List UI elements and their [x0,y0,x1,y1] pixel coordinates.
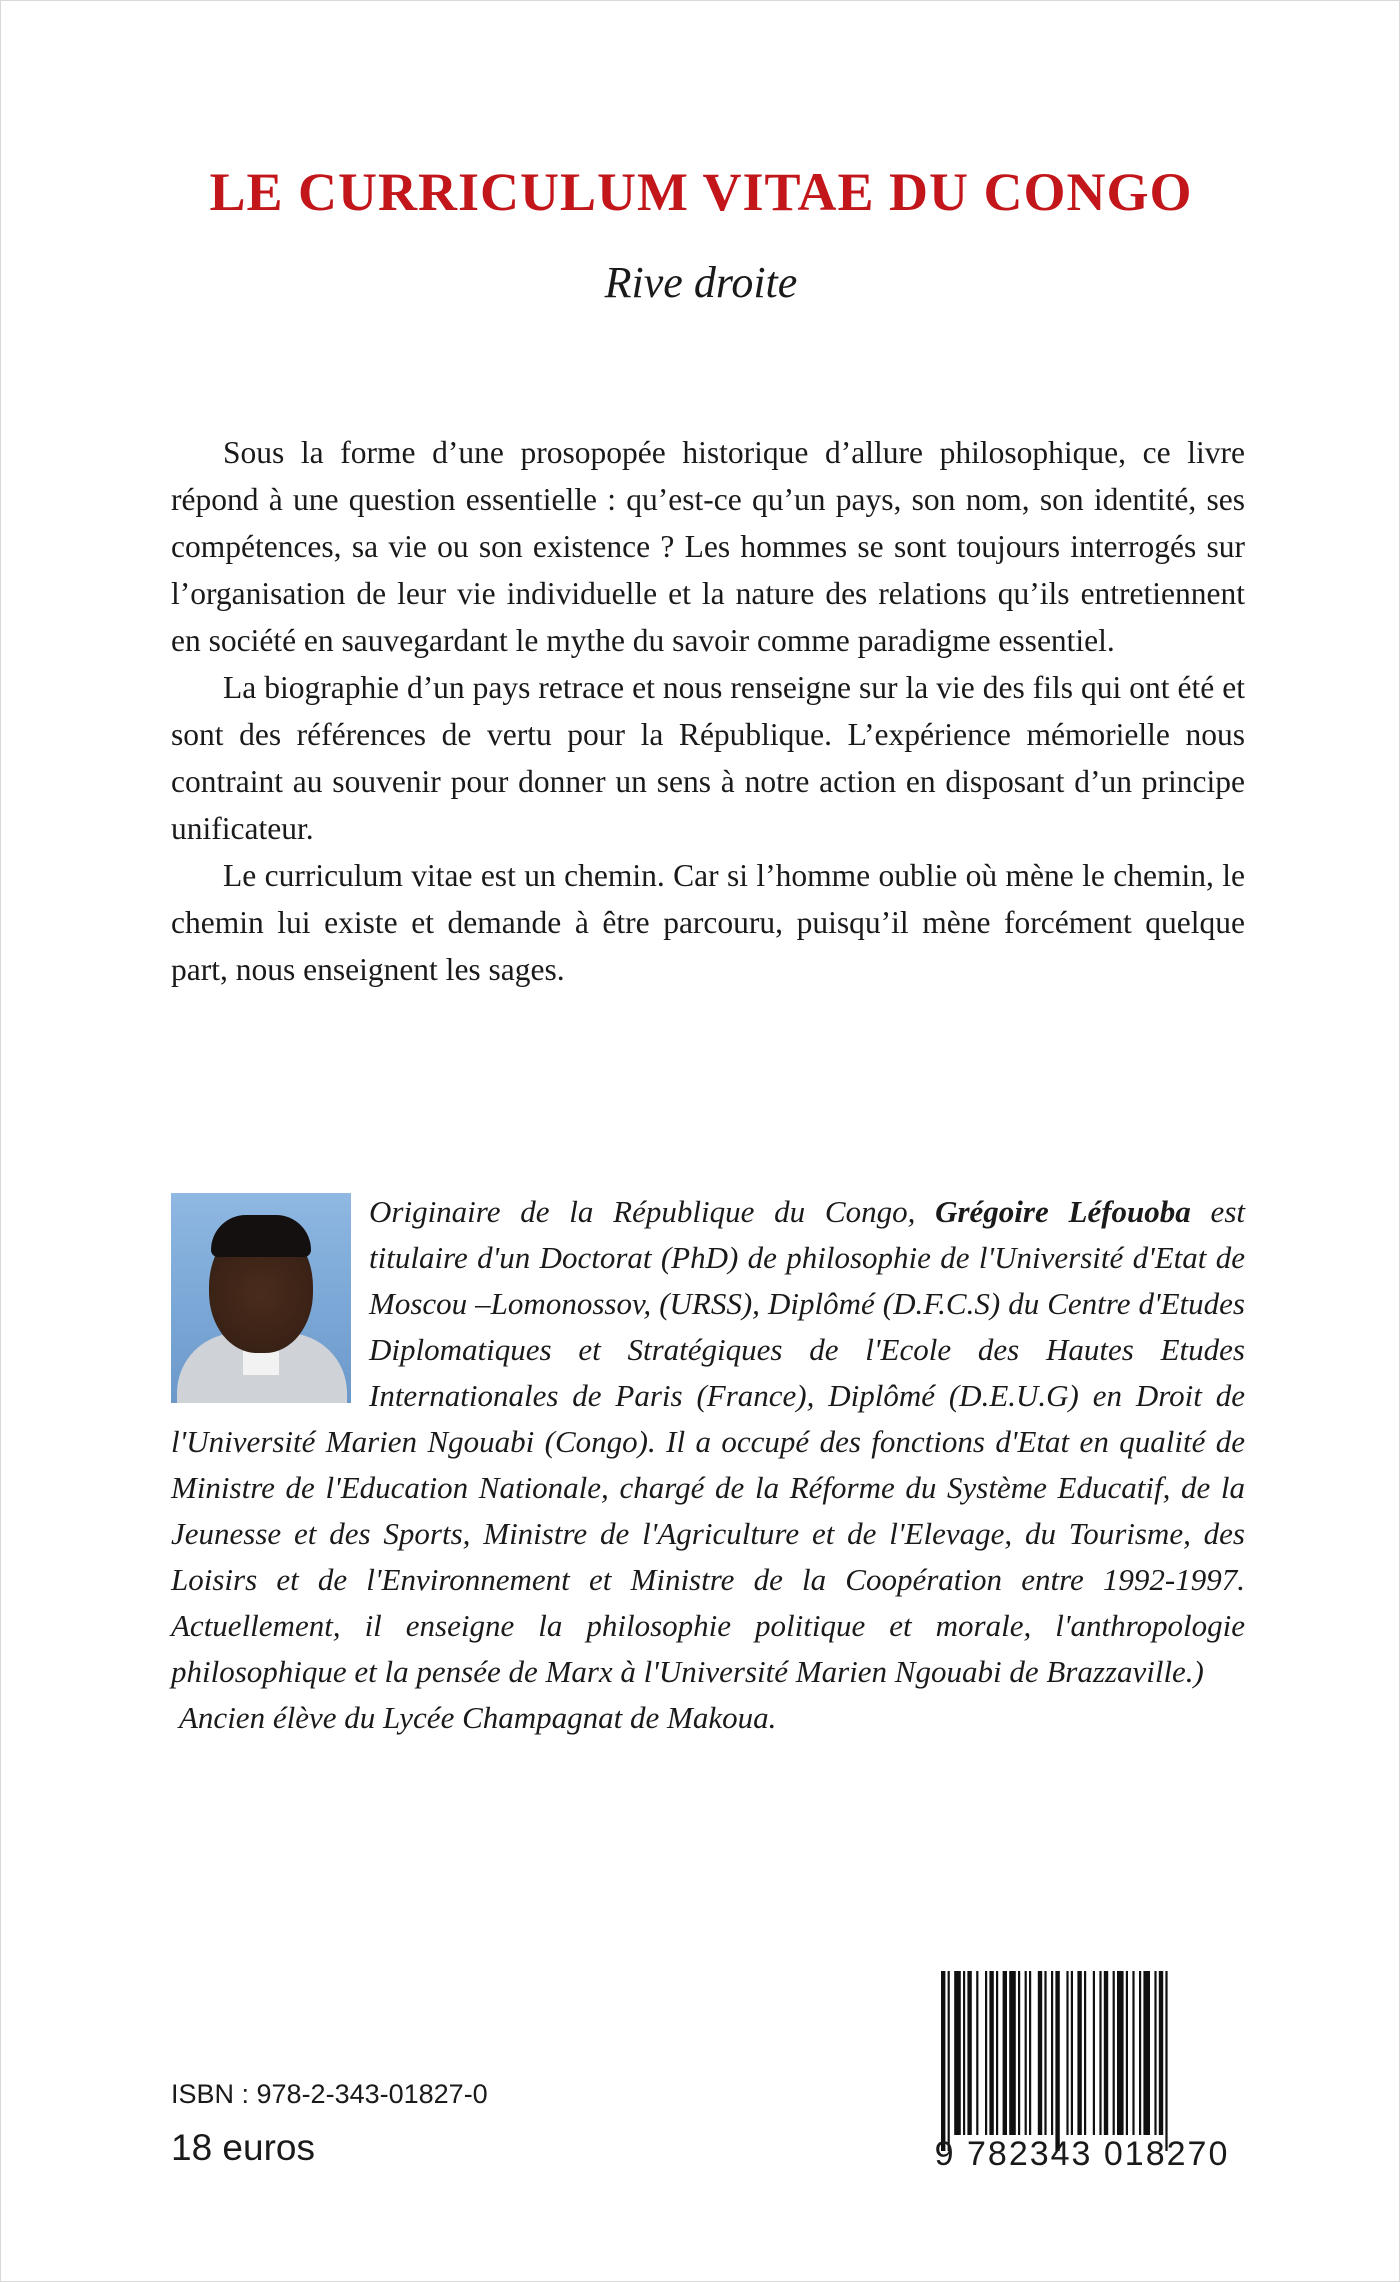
barcode-bar [941,1971,945,2151]
barcode-bar [1009,1971,1016,2135]
barcode-bar [1051,1971,1053,2135]
barcode-bar [1029,1971,1031,2135]
barcode-digits: 9 782343 018270 [934,2135,1230,2173]
barcode-bar [1038,1971,1042,2135]
barcode-bar [989,1971,993,2135]
book-subtitle: Rive droite [604,258,798,307]
bio-body: est titulaire d'un Doctorat (PhD) de philosophie de l'Université d'Etat de Moscou –Lomonossov, (URSS), Diplômé (D.F.C.S) du Centre d'Etudes Diplomatiques et Stratégiques de l'Ecole des Hautes Etudes Internationales de Paris (France), Diplômé (D.E.U.G) en Droit de l'Université Marien Ngouabi (Congo). Il a occupé des fonctions d'Etat en qualité de Ministre de l'Education Nationale, chargé de la Réforme du Système Educatif, de la Jeunesse et des Sports, Ministre de l'Agriculture et de l'Elevage, du Tourisme, des Loisirs et de l'Environnement et Ministre de la Coopération entre 1992-1997. Actuellement, il enseigne la philosophie politique et morale, l'anthropologie philosophique et la pensée de Marx à l'Université Marien Ngouabi de Brazzaville.) [171,1194,1245,1689]
barcode-bar [1077,1971,1081,2135]
barcode-bar [1159,1971,1163,2135]
barcode-bar [1099,1971,1101,2135]
isbn: ISBN : 978-2-343-01827-0 [171,2079,488,2109]
barcode-bar [996,1971,998,2135]
barcode-bar [1003,1971,1007,2135]
barcode-bars [931,1971,1251,2161]
barcode-bar [1104,1971,1108,2135]
barcode-bar [1143,1971,1150,2135]
barcode-bar [1132,1971,1134,2135]
barcode-bar [1117,1971,1124,2135]
author-name: Grégoire Léfouoba [935,1194,1191,1229]
barcode-bar [1084,1971,1086,2135]
book-title: LE CURRICULUM VITAE DU CONGO [209,162,1193,222]
blurb-paragraph: Le curriculum vitae est un chemin. Car si l’homme oublie où mène le chemin, le chemin lui existe et demande à être parcouru, puisqu’il mène forcément quelque part, nous enseignent les sages. [171,858,1245,987]
barcode [931,1971,1251,2161]
barcode-bar [948,1971,950,2151]
blurb-paragraph: Sous la forme d’une prosopopée historique d’allure philosophique, ce livre répond à une question essentielle : qu’est-ce qu’un pays, son nom, son identité, ses compétences, sa vie ou son existence ? Les hommes se sont toujours interrogés sur l’organisation de leur vie individuelle et la nature des relations qu’ils entretiennent en société en sauvegardant le mythe du savoir comme paradigme essentiel. [171,435,1245,658]
blurb-paragraph: La biographie d’un pays retrace et nous renseigne sur la vie des fils qui ont été et sont des références de vertu pour la République. L’expérience mémorielle nous contraint au souvenir pour donner un sens à notre action en disposant d’un principe unificateur. [171,670,1245,846]
author-photo [171,1193,351,1403]
barcode-bar [1066,1971,1068,2135]
barcode-bar [1018,1971,1020,2135]
blurb [171,429,1245,993]
bio-intro: Originaire de la République du Congo, [369,1194,936,1229]
barcode-bar [1154,1971,1156,2135]
barcode-bar [1113,1971,1115,2135]
barcode-bar [1139,1971,1141,2135]
barcode-bar [976,1971,978,2135]
barcode-bar [1071,1971,1073,2135]
author-bio [171,1189,1245,1741]
barcode-bar [954,1971,961,2135]
barcode-bar [1093,1971,1095,2135]
barcode-bar [963,1971,965,2135]
price: 18 euros [171,2127,315,2168]
barcode-bar [967,1971,971,2135]
barcode-bar [1025,1971,1027,2135]
barcode-bar [1165,1971,1167,2151]
barcode-bar [1044,1971,1046,2135]
author-alumni: Ancien élève du Lycée Champagnat de Makoua. [179,1700,777,1735]
barcode-bar [1055,1971,1059,2151]
barcode-bar [985,1971,987,2135]
barcode-bar [1126,1971,1128,2135]
